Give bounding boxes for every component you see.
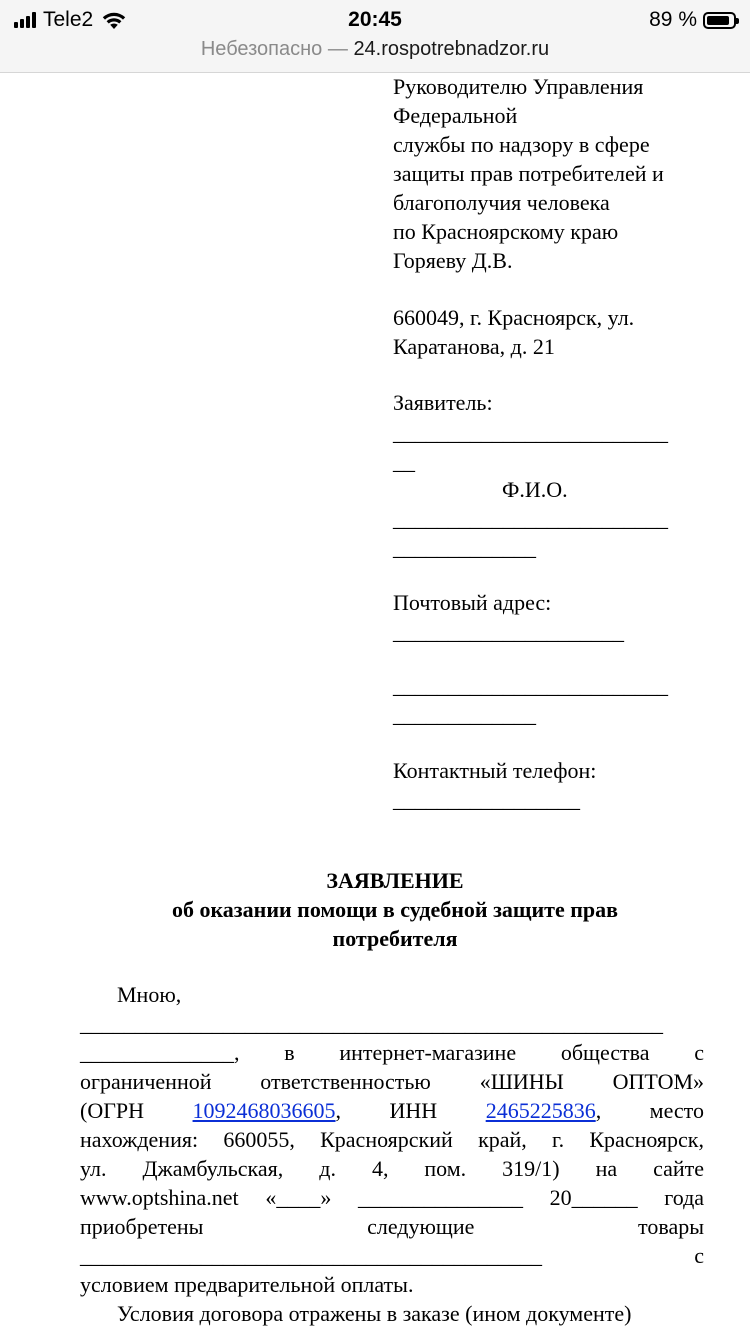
applicant-label: Заявитель:	[393, 390, 493, 415]
body-line	[80, 1154, 704, 1183]
clock: 20:45	[348, 8, 402, 31]
body-line: нахождения: 660055, Красноярский край, г. Красноярск,	[80, 1127, 704, 1152]
statement-subtitle: об оказании помощи в судебной защите прав	[171, 897, 619, 922]
word: место	[649, 1098, 704, 1123]
phone-blank: _________________	[393, 787, 580, 812]
body-line: условием предварительной оплаты.	[80, 1272, 414, 1297]
punct: ,	[595, 1098, 602, 1123]
statement-subtitle: потребителя	[332, 926, 458, 951]
word: ИНН	[389, 1098, 438, 1123]
inn-link[interactable]: 2465225836	[485, 1098, 596, 1123]
word: с	[694, 1040, 705, 1065]
word: общества	[560, 1040, 650, 1065]
ogrn-link[interactable]: 1092468036605	[192, 1098, 336, 1123]
body-line	[80, 1067, 704, 1096]
battery-icon	[703, 12, 736, 29]
applicant-name-blank: __	[393, 449, 415, 474]
url-domain: 24.rospotrebnadzor.ru	[353, 38, 550, 60]
date-blank: _______________	[357, 1185, 523, 1210]
postal-address-label: Почтовый адрес:	[393, 590, 552, 615]
word: ул.	[80, 1156, 107, 1181]
not-secure-label: Небезопасно —	[200, 38, 348, 60]
body-line	[80, 1183, 704, 1212]
purchaser-blank-short: ______________	[80, 1040, 234, 1065]
body-line	[80, 1038, 704, 1067]
word: 4,	[371, 1156, 389, 1181]
intro-text: Мною,	[117, 982, 182, 1007]
addressee-line: по Красноярскому краю	[393, 219, 619, 244]
battery-fill	[707, 16, 729, 25]
status-right	[649, 7, 736, 33]
applicant-name-blank: _____________	[393, 535, 536, 560]
applicant-name-blank: _________________________	[393, 506, 668, 531]
addressee-postal-line: Каратанова, д. 21	[393, 334, 555, 359]
word: года	[664, 1185, 705, 1210]
word: на	[595, 1156, 618, 1181]
year-blank: 20______	[549, 1185, 638, 1210]
word: Джамбульская,	[142, 1156, 284, 1181]
body-line	[80, 1212, 704, 1241]
website-text: www.optshina.net	[80, 1185, 239, 1210]
word: 319/1)	[502, 1156, 560, 1181]
addressee-line: Руководителю Управления	[393, 74, 644, 99]
battery-percent: 89 %	[649, 8, 697, 31]
carrier-name: Tele2	[43, 8, 94, 31]
body-line: Условия договора отражены в заказе (ином документе)	[117, 1301, 632, 1326]
statement-title: ЗАЯВЛЕНИЕ	[326, 868, 464, 893]
body-line	[80, 1241, 704, 1270]
word: (ОГРН	[80, 1098, 145, 1123]
browser-chrome	[0, 0, 750, 73]
word: ответственностью	[260, 1069, 431, 1094]
word: ограниченной	[80, 1069, 212, 1094]
addressee-line: благополучия человека	[393, 190, 610, 215]
company-name: «ШИНЫ ОПТОМ»	[479, 1069, 705, 1094]
fio-caption: Ф.И.О.	[502, 477, 568, 502]
word: в	[284, 1040, 295, 1065]
addressee-postal-line: 660049, г. Красноярск, ул.	[393, 305, 635, 330]
postal-address-blank: _________________________	[393, 673, 668, 698]
word: с	[694, 1243, 704, 1268]
addressee-line: Федеральной	[393, 103, 518, 128]
punct: ,	[335, 1098, 342, 1123]
applicant-name-blank: _________________________	[393, 420, 668, 445]
body-line	[80, 1096, 704, 1125]
address-bar[interactable]	[0, 36, 750, 62]
addressee-line: Горяеву Д.В.	[393, 248, 513, 273]
word: сайте	[653, 1156, 705, 1181]
word: пом.	[424, 1156, 467, 1181]
addressee-line: защиты прав потребителей и	[393, 161, 664, 186]
word: приобретены	[80, 1214, 204, 1239]
goods-blank: __________________________________________	[80, 1243, 542, 1268]
word: товары	[638, 1214, 704, 1239]
purchaser-blank: _____________________________________________________	[80, 1011, 663, 1036]
word: интернет-магазине	[339, 1040, 517, 1065]
postal-address-blank: _____________	[393, 702, 536, 727]
word: следующие	[367, 1214, 475, 1239]
date-blank: «____»	[265, 1185, 332, 1210]
postal-address-blank: _____________________	[393, 619, 624, 644]
addressee-line: службы по надзору в сфере	[393, 132, 650, 157]
punct: ,	[234, 1040, 240, 1065]
phone-label: Контактный телефон:	[393, 758, 597, 783]
word: д.	[319, 1156, 336, 1181]
